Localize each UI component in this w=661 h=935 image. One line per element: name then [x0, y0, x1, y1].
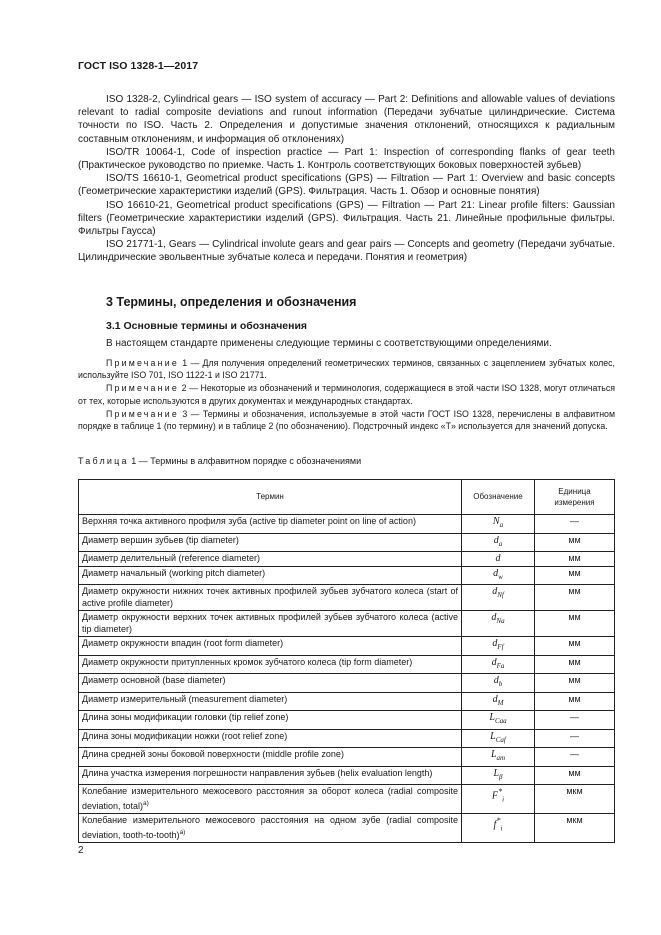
note-item: [78, 382, 615, 406]
term-text: Диаметр измерительный (measurement diameter): [82, 693, 288, 704]
symbol-cell: [462, 674, 535, 693]
symbol-letter: L: [490, 749, 497, 760]
table-row: [79, 585, 615, 611]
term-text: Диаметр окружности верхних точек активных профилей зубьев зубчатого колеса (active tip diameter): [82, 612, 458, 634]
term-text: Длина средней зоны боковой поверхности (middle profile zone): [82, 749, 344, 759]
symbol-subscript: M: [497, 698, 504, 707]
page-number: 2: [78, 845, 84, 856]
symbol-cell: [462, 729, 535, 748]
symbol-letter: F: [491, 790, 498, 802]
unit-cell: мм: [535, 674, 615, 693]
symbol-cell: [462, 692, 535, 711]
term-footnote: a): [143, 799, 149, 807]
symbol-cell: [462, 637, 535, 656]
term-cell: [79, 748, 462, 767]
table-row: [79, 748, 615, 767]
symbol-letter: d: [491, 612, 497, 623]
symbol-letter: f: [493, 819, 497, 831]
symbol-cell: [462, 611, 535, 637]
symbol-cell: [462, 515, 535, 534]
term-text: Диаметр основной (base diameter): [82, 675, 226, 685]
unit-cell: —: [535, 711, 615, 730]
unit-cell: мкм: [535, 814, 615, 843]
term-cell: [79, 711, 462, 730]
term-cell: [79, 637, 462, 656]
reference-item: ISO/TS 16610-1, Geometrical product specifications (GPS) — Filtration — Part 1: Overview and basic concepts (Геометрические характеристики изделий (GPS). Фильтрация. Часть 1. Обзор и основные понятия): [78, 173, 615, 198]
term-cell: [79, 814, 462, 843]
unit-cell: мм: [535, 766, 615, 785]
symbol-cell: [462, 533, 535, 552]
header-unit: Единица измерения: [535, 480, 615, 515]
symbol-letter: d: [493, 675, 499, 686]
notes-block: [78, 357, 615, 433]
table-row: [79, 674, 615, 693]
note-text: — Для получения определений геометрических терминов, связанных с зацеплением зубчатых колес, используйте ISO 701, ISO 1122-1 и ISO 21771.: [78, 358, 615, 381]
symbol-letter: d: [492, 693, 498, 705]
symbol-cell: [462, 552, 535, 567]
unit-cell: мм: [535, 611, 615, 637]
symbol-cell: [462, 711, 535, 730]
references-list: [78, 93, 615, 265]
symbol-subscript: Na: [496, 617, 505, 625]
symbol-letter: d: [493, 534, 499, 546]
table-row: [79, 655, 615, 674]
section-heading: 3 Термины, определения и обозначения: [106, 295, 357, 309]
table-caption-text: 1 — Термины в алфавитном порядке с обозначениями: [131, 456, 362, 466]
table-row: [79, 566, 615, 585]
symbol-cell: [462, 785, 535, 814]
symbol-cell: [462, 566, 535, 585]
unit-cell: мм: [535, 692, 615, 711]
symbol-cell: [462, 766, 535, 785]
table-caption-label: Таблица: [78, 456, 129, 466]
term-text: Длина участка измерения погрешности направления зубьев (helix evaluation length): [82, 767, 433, 778]
section-intro: В настоящем стандарте применены следующие термины с соответствующими определениями.: [106, 338, 552, 349]
term-text: Верхняя точка активного профиля зуба (active tip diameter point on line of action): [82, 516, 416, 526]
header-symbol: Обозначение: [462, 480, 535, 515]
term-cell: [79, 674, 462, 693]
table-header-row: [79, 480, 615, 515]
symbol-letter: d: [491, 656, 497, 668]
symbol-subscript: i: [500, 824, 503, 833]
header-term: Термин: [79, 480, 462, 515]
term-text: Колебание измерительного межосевого расстояния на одном зубе (radial composite deviation, tooth-to-tooth): [82, 815, 458, 840]
term-cell: [79, 611, 462, 637]
note-label: Примечание: [106, 383, 179, 394]
symbol-subscript: a: [498, 539, 503, 548]
symbol-letter: d: [492, 638, 498, 649]
term-cell: [79, 515, 462, 534]
terms-table: [78, 479, 615, 843]
term-text: Диаметр окружности притупленных кромок зубчатого колеса (tip form diameter): [82, 656, 413, 667]
symbol-superscript: *: [496, 816, 501, 825]
term-text: Диаметр делительный (reference diameter): [82, 553, 261, 563]
term-cell: [79, 585, 462, 611]
symbol-letter: L: [490, 730, 496, 742]
symbol-subscript: β: [499, 772, 503, 781]
unit-cell: —: [535, 515, 615, 534]
table-row: [79, 785, 615, 814]
table-row: [79, 533, 615, 552]
term-footnote: a): [179, 828, 186, 836]
table-caption: [78, 456, 361, 466]
note-number: 3: [182, 408, 188, 419]
term-cell: [79, 552, 462, 567]
table-row: [79, 552, 615, 567]
term-cell: [79, 566, 462, 585]
note-number: 2: [181, 383, 187, 394]
symbol-subscript: i: [502, 795, 505, 804]
reference-item: ISO 1328-2, Cylindrical gears — ISO system of accuracy — Part 2: Definitions and allowable values of deviations relevant to radial composite deviations and runout information (Передачи зубчатые цилиндрические. Система точности по ISO. Часть 2. Определения и допустимые значения отклонений, относящихся к радиальным составным отклонениям, и информация об отклонениях): [78, 94, 615, 145]
table-row: [79, 711, 615, 730]
unit-cell: мм: [535, 637, 615, 656]
note-text: — Термины и обозначения, используемые в этой части ГОСТ ISO 1328, перечислены в алфавитном порядке в таблице 1 (по термину) и в таблице 2 (по обозначению). Подстрочный индекс «T» используется для значений допуска.: [78, 408, 615, 432]
unit-cell: мм: [535, 566, 615, 585]
unit-cell: —: [535, 729, 615, 748]
note-number: 1: [182, 358, 188, 368]
symbol-subscript: Nf: [497, 591, 504, 599]
term-cell: [79, 533, 462, 552]
table-row: [79, 692, 615, 711]
symbol-letter: d: [495, 553, 501, 564]
symbol-subscript: Fa: [496, 661, 505, 670]
symbol-subscript: Ff: [497, 643, 504, 651]
term-cell: [79, 692, 462, 711]
symbol-subscript: b: [498, 680, 503, 688]
symbol-cell: [462, 748, 535, 767]
table-row: [79, 729, 615, 748]
symbol-subscript: Caf: [495, 735, 506, 744]
unit-cell: мкм: [535, 785, 615, 814]
unit-cell: мм: [535, 585, 615, 611]
symbol-letter: L: [493, 767, 500, 779]
symbol-subscript: a: [499, 521, 504, 529]
note-label: Примечание: [106, 408, 179, 419]
term-cell: [79, 766, 462, 785]
document-header: ГОСТ ISO 1328-1—2017: [78, 60, 199, 72]
symbol-subscript: Caa: [494, 717, 507, 725]
term-cell: [79, 655, 462, 674]
symbol-subscript: am: [496, 754, 506, 762]
term-text: Колебание измерительного межосевого расстояния за оборот колеса (radial composite deviation, total): [82, 786, 458, 811]
term-text: Диаметр начальный (working pitch diameter): [82, 567, 266, 578]
note-item: [78, 357, 615, 381]
note-text: — Некоторые из обозначений и терминология, содержащиеся в этой части ISO 1328, могут отличаться от тех, которые используются в других документах и международных стандартах.: [78, 383, 615, 406]
term-text: Длина зоны модификации головки (tip relief zone): [82, 712, 289, 722]
unit-cell: мм: [535, 533, 615, 552]
unit-cell: —: [535, 748, 615, 767]
term-text: Диаметр окружности нижних точек активных профилей зубьев зубчатого колеса (start of active profile diameter): [82, 586, 458, 608]
term-text: Диаметр окружности впадин (root form diameter): [82, 638, 284, 648]
term-text: Длина зоны модификации ножки (root relief zone): [82, 730, 288, 741]
symbol-cell: [462, 585, 535, 611]
symbol-superscript: *: [497, 787, 503, 796]
reference-item: ISO 16610-21, Geometrical product specifications (GPS) — Filtration — Part 21: Linear profile filters: Gaussian filters (Геометрические характеристики изделий (GPS). Фильтрация. Часть 21. Линейные профильные фильтры. Фильтры Гаусса): [78, 199, 615, 238]
term-cell: [79, 785, 462, 814]
symbol-letter: d: [493, 567, 499, 579]
unit-cell: мм: [535, 552, 615, 567]
reference-item: ISO 21771-1, Gears — Cylindrical involute gears and gear pairs — Concepts and geometry (Передачи зубчатые. Цилиндрические эвольвентные зубчатые колеса и передачи. Понятия и геометрия): [78, 239, 615, 264]
table-row: [79, 515, 615, 534]
symbol-letter: d: [492, 586, 498, 597]
table-row: [79, 766, 615, 785]
table-row: [79, 814, 615, 843]
symbol-cell: [462, 814, 535, 843]
reference-item: ISO/TR 10064-1, Code of inspection practice — Part 1: Inspection of corresponding flanks of gear teeth (Практическое руководство по приемке. Часть 1. Контроль соответствующих боковых поверхностей зубьев): [78, 146, 615, 172]
symbol-letter: L: [489, 712, 495, 723]
subsection-heading: 3.1 Основные термины и обозначения: [106, 320, 308, 332]
table-row: [79, 637, 615, 656]
symbol-subscript: w: [498, 572, 503, 581]
symbol-letter: N: [492, 516, 500, 527]
term-text: Диаметр вершин зубьев (tip diameter): [82, 534, 239, 545]
unit-cell: мм: [535, 655, 615, 674]
note-item: [78, 408, 615, 432]
table-row: [79, 611, 615, 637]
note-label: Примечание: [106, 358, 179, 368]
symbol-cell: [462, 655, 535, 674]
term-cell: [79, 729, 462, 748]
